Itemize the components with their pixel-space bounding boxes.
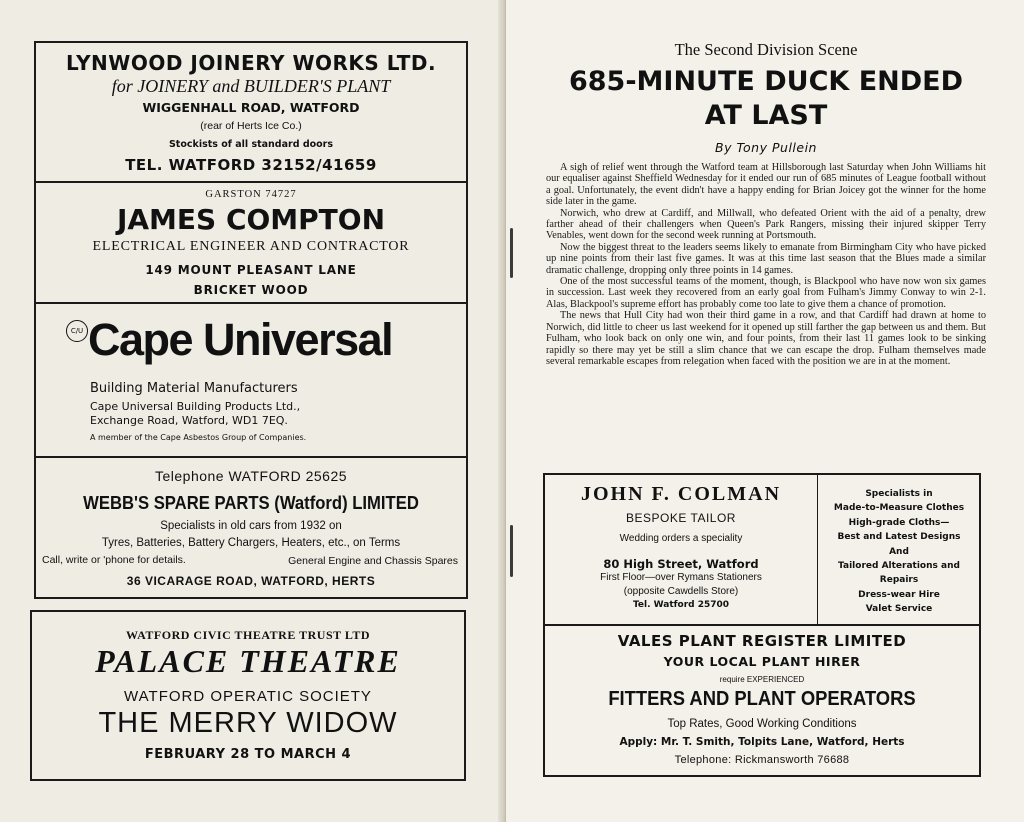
cape-address-line2: Exchange Road, Watford, WD1 7EQ. — [90, 414, 288, 427]
webbs-spare-parts-ad — [34, 456, 468, 599]
colman-service-item: Dress-wear Hire — [858, 589, 940, 600]
colman-service-item: Valet Service — [865, 604, 933, 615]
colman-floor: First Floor—over Rymans Stationers — [600, 572, 762, 583]
lynwood-joinery-ad — [34, 41, 468, 183]
compton-trade: ELECTRICAL ENGINEER AND CONTRACTOR — [92, 239, 410, 254]
staple-top — [510, 228, 513, 278]
article-paragraph: Norwich, who drew at Cardiff, and Millwall, who defeated Orient with the aid of a penalty, drew farther ahead of their challengers when Queen's Park Rangers, missing their injured skipper Terry Venables, went down for the second week running at Portsmouth. — [546, 207, 986, 242]
cape-logo-mark: C/U — [66, 320, 88, 342]
vales-terms: Top Rates, Good Working Conditions — [667, 718, 857, 730]
colman-service-item: Made-to-Measure Clothes — [833, 503, 965, 514]
compton-town: BRICKET WOOD — [193, 283, 309, 297]
article-paragraph: One of the most successful teams of the moment, though, is Blackpool who have now won six games in succession. Last week they recovered from an early goal from Fulham's Jimmy Conway to win 2-1. Alas, Blackpool's supreme effort has probably come too late to give them a chance of promotion. — [546, 276, 986, 310]
left-page — [0, 0, 503, 822]
webb-spares: General Engine and Chassis Spares — [288, 555, 458, 567]
james-compton-ad — [34, 181, 468, 304]
palace-trust: WATFORD CIVIC THEATRE TRUST LTD — [125, 628, 370, 642]
cape-universal-ad — [34, 302, 468, 458]
webb-phone: Telephone WATFORD 25625 — [154, 468, 348, 484]
palace-dates: FEBRUARY 28 TO MARCH 4 — [144, 747, 352, 762]
lynwood-address: WIGGENHALL ROAD, WATFORD — [142, 100, 360, 115]
vales-plant-ad — [543, 624, 981, 777]
colman-main-column — [545, 475, 818, 624]
article-byline: By Tony Pullein — [715, 140, 817, 155]
vales-phone: Telephone: Rickmansworth 76688 — [674, 754, 850, 766]
vales-tagline: YOUR LOCAL PLANT HIRER — [663, 654, 861, 669]
article-paragraph: A sigh of relief went through the Watford team at Hillsborough last Saturday when John Williams hit our equaliser against Sheffield Wednesday for it ended our run of 685 minutes of League football without a goal. Unfortunately, the event didn't have a happy ending for Brian Joicey got the winner for the home side later in the game. — [546, 162, 986, 208]
lynwood-tagline: for JOINERY and BUILDER'S PLANT — [111, 76, 391, 96]
lynwood-phone: TEL. WATFORD 32152/41659 — [125, 156, 377, 174]
palace-society: WATFORD OPERATIC SOCIETY — [124, 688, 372, 705]
colman-street: 80 High Street, Watford — [603, 557, 759, 571]
colman-service-item: High-grade Cloths— — [848, 517, 950, 528]
compton-name: JAMES COMPTON — [116, 203, 386, 236]
article-headline-line2: AT LAST — [704, 100, 828, 131]
colman-name: JOHN F. COLMAN — [580, 483, 782, 505]
article — [546, 40, 986, 367]
john-colman-ad — [543, 473, 981, 626]
lynwood-name: LYNWOOD JOINERY WORKS LTD. — [65, 51, 437, 75]
article-headline-line1: 685-MINUTE DUCK ENDED — [568, 66, 964, 97]
compton-street: 149 MOUNT PLEASANT LANE — [145, 263, 357, 277]
colman-trade: BESPOKE TAILOR — [626, 511, 736, 525]
webb-items: Tyres, Batteries, Battery Chargers, Heaters, etc., on Terms — [101, 537, 401, 549]
colman-service-item: Specialists in — [865, 489, 933, 499]
cape-member: A member of the Cape Asbestos Group of Companies. — [90, 433, 307, 442]
palace-theatre-ad — [30, 610, 466, 781]
palace-show: THE MERRY WIDOW — [98, 707, 398, 739]
compton-exchange: GARSTON 74727 — [205, 189, 297, 200]
colman-service-item: Tailored Alterations and — [838, 561, 960, 572]
colman-wedding: Wedding orders a speciality — [619, 533, 743, 544]
vales-jobs: FITTERS AND PLANT OPERATORS — [608, 688, 916, 710]
colman-service-item: Best and Latest Designs — [837, 532, 961, 543]
article-kicker: The Second Division Scene — [674, 40, 858, 59]
webb-address: 36 VICARAGE ROAD, WATFORD, HERTS — [126, 574, 376, 588]
vales-name: VALES PLANT REGISTER LIMITED — [617, 632, 907, 650]
cape-address-line1: Cape Universal Building Products Ltd., — [90, 400, 301, 413]
lynwood-stock: Stockists of all standard doors — [168, 139, 334, 150]
colman-service-item: Repairs — [879, 575, 919, 586]
cape-subtitle: Building Material Manufacturers — [90, 381, 298, 396]
palace-theatre-name: PALACE THEATRE — [95, 643, 401, 679]
colman-tel: Tel. Watford 25700 — [632, 600, 730, 610]
article-paragraph: The news that Hull City had won their third game in a row, and that Cardiff had drawn at home to Norwich, did little to cheer us last weekend for it opened up still farther the gap between us and them. But Fulham, who look back on only one win, and four points, from their last 11 games look to be sinking rapidly so there may yet be still a slim chance that we can escape the drop. Fulham themselves made several remarkable escapes from relegation when faced with the position we are in at the moment. — [546, 310, 986, 367]
webb-name: WEBB'S SPARE PARTS (Watford) LIMITED — [83, 492, 419, 513]
staple-bottom — [510, 525, 513, 577]
webb-specialist: Specialists in old cars from 1932 on — [160, 520, 342, 532]
vales-apply: Apply: Mr. T. Smith, Tolpits Lane, Watford, Herts — [619, 736, 905, 748]
colman-service-item: And — [889, 546, 909, 557]
webb-call: Call, write or 'phone for details. — [42, 554, 186, 566]
article-paragraph: Now the biggest threat to the leaders seems likely to emanate from Birmingham City who have picked up nine points from their last five games. It was at this time last season that the Blues made a similar dramatic challenge, dropping only three points in 14 games. — [546, 241, 986, 276]
vales-require: require EXPERIENCED — [719, 675, 805, 684]
colman-opposite: (opposite Cawdells Store) — [623, 586, 739, 597]
lynwood-note: (rear of Herts Ice Co.) — [200, 120, 302, 132]
cape-name: Cape Universal — [88, 314, 393, 365]
colman-services-list — [819, 487, 979, 617]
